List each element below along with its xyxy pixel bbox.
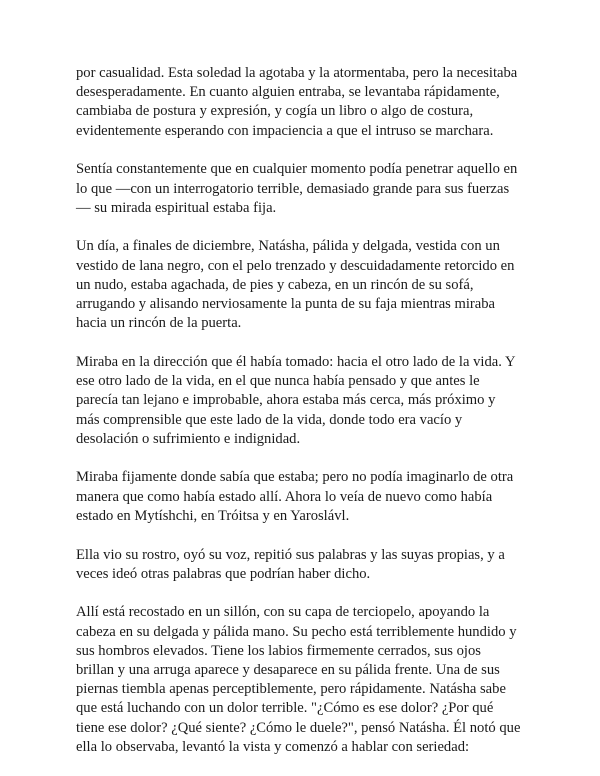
paragraph: Allí está recostado en un sillón, con su capa de terciopelo, apoyando la cabeza en su delgada y pálida mano. Su pecho está terriblemente hundido y sus hombros elevados. Tiene los labios firmemente cerrados, sus ojos brillan y una arruga aparece y desaparece en su pálida frente. Una de sus piernas tiembla apenas perceptiblemente, pero rápidamente. Natásha sabe que está luchando con un dolor terrible. "¿Cómo es ese dolor? ¿Por qué tiene ese dolor? ¿Qué siente? ¿Cómo le duele?", pensó Natásha. Él notó que ella lo observaba, levantó la vista y comenzó a hablar con seriedad: <box>76 604 521 755</box>
paragraph: Sentía constantemente que en cualquier momento podía penetrar aquello en lo que —con un interrogatorio terrible, demasiado grande para sus fuerzas — su mirada espiritual estaba fija. <box>76 161 518 216</box>
paragraph: Miraba fijamente donde sabía que estaba; pero no podía imaginarlo de otra manera que como había estado allí. Ahora lo veía de nuevo como había estado en Mytíshchi, en Tróitsa y en Yaroslávl. <box>76 469 514 524</box>
paragraph: Miraba en la dirección que él había tomado: hacia el otro lado de la vida. Y ese otro lado de la vida, en el que nunca había pensado y que antes le parecía tan lejano e improbable, ahora estaba más cerca, más próximo y más comprensible que este lado de la vida, donde todo era vacío y desolación o sufrimiento e indignidad. <box>76 353 516 447</box>
paragraph: Ella vio su rostro, oyó su voz, repitió sus palabras y las suyas propias, y a veces ideó otras palabras que podrían haber dicho. <box>76 546 505 582</box>
paragraph: por casualidad. Esta soledad la agotaba y la atormentaba, pero la necesitaba desesperadamente. En cuanto alguien entraba, se levantaba rápidamente, cambiaba de postura y expresión, y cogía un libro o algo de costura, evidentemente esperando con impaciencia a que el intruso se marchara. <box>76 65 518 139</box>
paragraph: Un día, a finales de diciembre, Natásha, pálida y delgada, vestida con un vestido de lana negro, con el pelo trenzado y descuidadamente retorcido en un nudo, estaba agachada, de pies y cabeza, en un rincón de su sofá, arrugando y alisando nerviosamente la punta de su faja mientras miraba hacia un rincón de la puerta. <box>76 238 515 332</box>
